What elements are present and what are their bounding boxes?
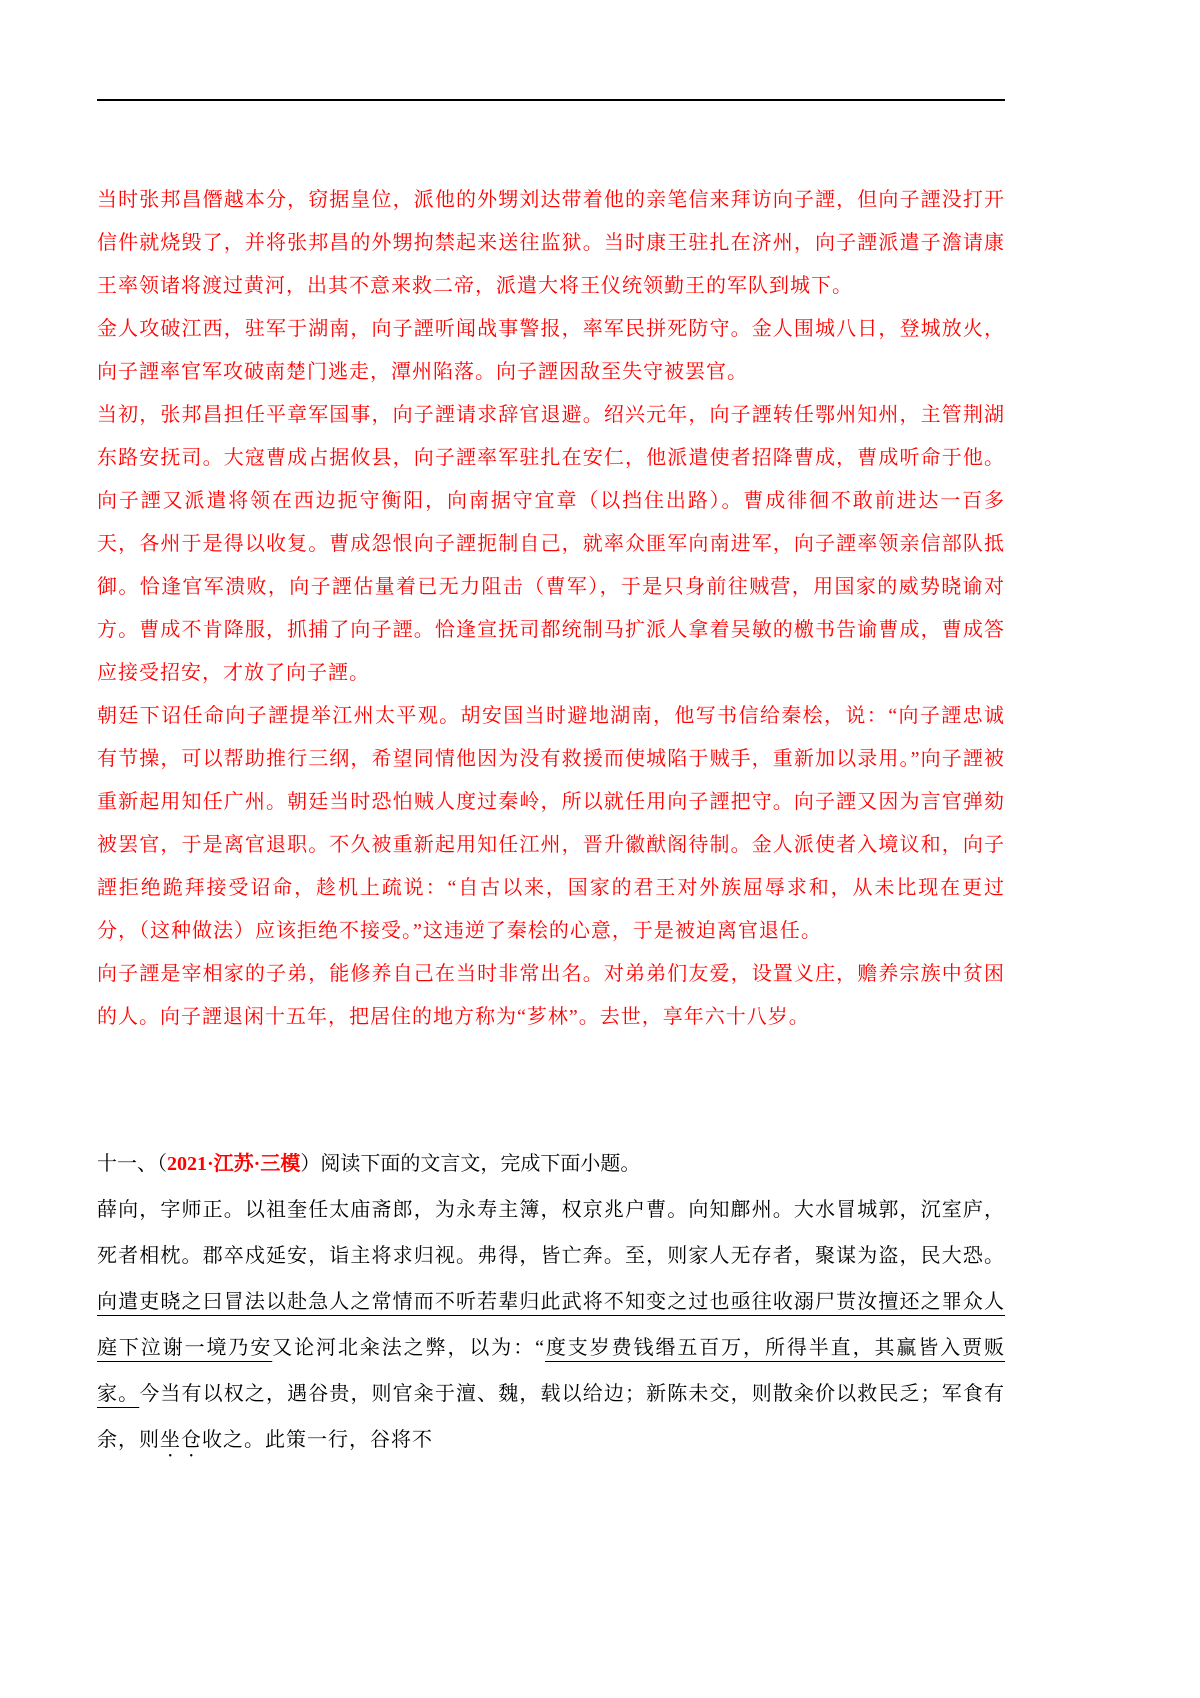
translation-paragraph-1: 当时张邦昌僭越本分，窃据皇位，派他的外甥刘达带着他的亲笔信来拜访向子諲，但向子諲没打开信件就烧毁了，并将张邦昌的外甥拘禁起来送往监狱。当时康王驻扎在济州，向子諲派遣子澹请康王率领诸将渡过黄河，出其不意来救二帝，派遣大将王仪统领勤王的军队到城下。 (97, 189, 1005, 297)
translation-paragraph-3: 当初，张邦昌担任平章军国事，向子諲请求辞官退避。绍兴元年，向子諲转任鄂州知州，主管荆湖东路安抚司。大寇曹成占据攸县，向子諲率军驻扎在安仁，他派遣使者招降曹成，曹成听命于他。向子諲又派遣将领在西边扼守衡阳，向南据守宜章（以挡住出路）。曹成徘徊不敢前进达一百多天，各州于是得以收复。曹成怨恨向子諲扼制自己，就率众匪军向南进军，向子諲率领亲信部队抵御。恰逢官军溃败，向子諲估量着已无力阻击（曹军），于是只身前往贼营，用国家的威势晓谕对方。曹成不肯降服，抓捕了向子諲。恰逢宣抚司都统制马扩派人拿着吴敏的檄书告谕曹成，曹成答应接受招安，才放了向子諲。 (97, 404, 1005, 684)
passage-segment-normal-2: 又论河北籴法之弊，以为：“ (272, 1337, 545, 1359)
passage-segment-underlined-2: 度支岁费钱缗五百万，所得半直，其赢皆入贾贩家。 (97, 1337, 1006, 1405)
passage-segment-underlined-1: 向遣吏晓之曰冒法以赴急人之常情而不听若辈归此武将不知变之过也亟往收溺尸贳汝擅还之罪众人庭下泣谢一境乃安 (97, 1291, 1005, 1359)
translation-block (97, 179, 1005, 1039)
translation-paragraph-5: 向子諲是宰相家的子弟，能修养自己在当时非常出名。对弟弟们友爱，设置义庄，赡养宗族中贫困的人。向子諲退闲十五年，把居住的地方称为“芗林”。去世，享年六十八岁。 (97, 963, 1005, 1028)
translation-paragraph-4: 朝廷下诏任命向子諲提举江州太平观。胡安国当时避地湖南，他写书信给秦桧，说：“向子諲忠诚有节操，可以帮助推行三纲，希望同情他因为没有救援而使城陷于贼手，重新加以录用。”向子諲被重新起用知任广州。朝廷当时恐怕贼人度过秦岭，所以就任用向子諲把守。向子諲又因为言官弹劾被罢官，于是离官退职。不久被重新起用知任江州，晋升徽猷阁待制。金人派使者入境议和，向子諲拒绝跪拜接受诏命，趁机上疏说：“自古以来，国家的君王对外族屈辱求和，从未比现在更过分，（这种做法）应该拒绝不接受。”这违逆了秦桧的心意，于是被迫离官退任。 (97, 705, 1005, 942)
section-source-tag: 2021·江苏·三模 (167, 1153, 301, 1175)
passage-segment-normal-1: 薛向，字师正。以祖奎任太庙斋郎，为永寿主簿，权京兆户曹。向知鄜州。大水冒城郭，沉室庐，死者相枕。郡卒戍延安，诣主将求归视。弗得，皆亡奔。至，则家人无存者，聚谋为盗，民大恐。 (97, 1199, 1005, 1267)
translation-paragraph-2: 金人攻破江西，驻军于湖南，向子諲听闻战事警报，率军民拼死防守。金人围城八日，登城放火，向子諲率官军攻破南楚门逃走，潭州陷落。向子諲因敌至失守被罢官。 (97, 318, 1005, 383)
section-heading (97, 1147, 1005, 1181)
passage-segment-normal-3: 今当有以权之，遇谷贵，则官籴于澶、魏，载以给边；新陈未交，则散籴价以救民乏；军食有余，则 (97, 1383, 1006, 1451)
passage-segment-normal-4: 收之。此策一行，谷将不 (202, 1429, 433, 1451)
passage-segment-emphasized: 坐仓 (160, 1429, 202, 1451)
header-rule (97, 99, 1005, 101)
classical-passage (97, 1187, 1005, 1463)
section-instruction: ）阅读下面的文言文，完成下面小题。 (300, 1153, 641, 1175)
document-page (97, 0, 1005, 1463)
section-number: 十一、（ (97, 1153, 167, 1175)
